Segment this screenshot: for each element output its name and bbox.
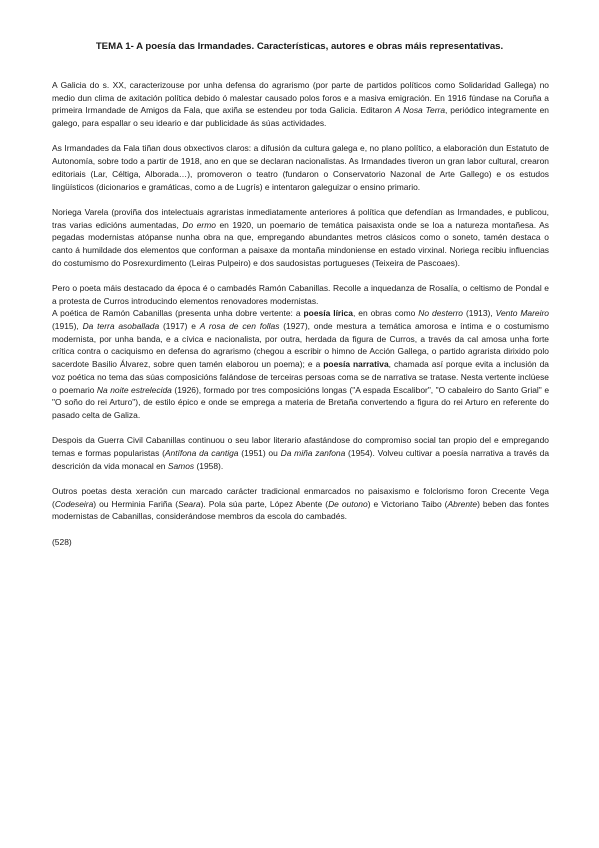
paragraph-text: Despois da Guerra Civil Cabanillas continuou o seu labor literario afastándose do compromiso social tan propio del e empregando temas e formas popularistas (	[52, 435, 549, 458]
paragraph	[52, 307, 549, 421]
italic-title-text: Na noite estrelecida	[96, 384, 172, 395]
italic-title-text: A Nosa Terra	[394, 105, 446, 116]
italic-title-text: Abrente	[447, 498, 478, 509]
paragraph	[52, 142, 549, 193]
paragraph-text: As Irmandades da Fala tiñan dous obxectivos claros: a difusión da cultura galega e, no plano político, a elaboración dun Estatuto de Autonomía, sobre todo a partir de 1918, ano en que se declaran nacionalistas. As Irmandades tiveron un gran labor cultural, crearon editoriais (Lar, Céltiga, Alborada…), promoveron o teatro (fundaron o Conservatorio Nazonal de Arte Gallego) e os estudos lingüísticos (dicionarios e gramáticas, como a de Lugrís) e intentaron galeguizar o ensino primario.	[52, 143, 549, 192]
italic-title-text: Seara	[178, 498, 201, 509]
paragraph-text: ). Pola súa parte, López Abente (	[200, 498, 329, 509]
italic-title-text: De outono	[328, 498, 368, 509]
bold-term-text: poesía lírica	[303, 308, 353, 319]
paragraph	[52, 79, 549, 130]
bold-term-text: poesía narrativa	[323, 359, 389, 370]
paragraph-text: Pero o poeta máis destacado da época é o cambadés Ramón Cabanillas. Recolle a inquedanza de Rosalía, o celtismo de Pondal e a protesta de Curros introducindo elementos renovadores modernistas.	[52, 282, 549, 306]
paragraph-text: ) ou Herminia Fariña (	[93, 498, 179, 509]
italic-title-text: A rosa de cen follas	[199, 321, 280, 332]
document-title: TEMA 1- A poesía das Irmandades. Características, autores e obras máis representativas.	[95, 41, 504, 52]
paragraph-text: Outros poetas desta xeración cun marcado carácter tradicional enmarcados no paisaxismo e folclorismo foron Crecente Vega (	[52, 485, 549, 509]
paragraph-text: , chamada así porque evita a inclusión da voz poética no tema das súas composicións falándose de terceiras persoas coma se de narrativa se tratase. Nesta vertente inclúese o poemario	[52, 359, 549, 395]
italic-title-text: No desterro	[418, 308, 463, 319]
italic-title-text: Antífona da cantiga	[164, 447, 239, 458]
paragraph-text: en 1920, un poemario de temática paisaxista onde se loa a natureza montañesa. As pegadas modernistas atópanse nunha obra na que, empregando abundantes metros clásicos como o soneto, tamén destaca o canto á humildade dos elementos que conforman a paisaxe da montaña mindoniense en estado virxinal. Noriega recibiu influencias do costumismo do Posrexurdimento (Leiras Pulpeiro) e dos saudosistas portugueses (Teixeira de Pascoaes).	[52, 219, 549, 268]
paragraph-text: A poética de Ramón Cabanillas (presenta unha dobre vertente: a	[52, 308, 304, 319]
paragraph-text: , periódico integramente en galego, para espallar o seu ideario e dar publicidade ás súas actividades.	[52, 105, 549, 129]
paragraph-text: (1954). Volveu cultivar a poesía narrativa a través da descrición da vida monacal en	[52, 447, 550, 471]
paragraph-text: , en obras como	[352, 308, 419, 319]
italic-title-text: Vento Mareiro	[495, 308, 549, 319]
paragraph-text: ) e Victoriano Taibo (	[367, 498, 448, 509]
paragraph	[52, 282, 549, 307]
italic-title-text: Da terra asoballada	[82, 321, 160, 332]
document-body	[52, 79, 549, 548]
italic-title-text: Do ermo	[182, 219, 216, 230]
paragraph-text: (1951) ou	[238, 447, 281, 458]
paragraph-text: (1958).	[194, 460, 224, 471]
paragraph-text: (1917) e	[159, 321, 200, 332]
italic-title-text: Da miña zanfona	[280, 447, 346, 458]
italic-title-text: Samos	[167, 460, 195, 471]
paragraph	[52, 434, 549, 472]
paragraph-list	[52, 79, 549, 523]
paragraph-text: Noriega Varela (proviña dos intelectuais agraristas inmediatamente anteriores á política que defendían as Irmandades, e publicou, tras varias edicións aumentadas,	[52, 206, 549, 230]
word-count: (528)	[52, 536, 72, 547]
paragraph-text: A Galicia do s. XX, caracterizouse por unha defensa do agrarismo (por parte de partidos políticos como Solidaridad Gallega) no medio dun clima de axitación política debido ó malestar causado polos foros e a masiva emigración. En 1916 fúndase na Coruña a primeira Irmandade de Amigos da Fala, que axiña se estendeu por toda Galicia. Editaron	[52, 80, 549, 116]
paragraph-text: (1926), formado por tres composicións longas ("A espada Escalibor", "O cabaleiro do Santo Grial" e "O soño do rei Arturo"), de estilo épico e onde se emprega a materia de Bretaña convertendo a figura do rei Arturo en referente do pasado celta de Galiza.	[52, 384, 550, 420]
paragraph-text: (1927), onde mestura a temática amorosa e íntima e o costumismo modernista, por unha banda, e a cívica e nacionalista, por outra, herdada da figura de Curros, a través da cal amosa unha forte crítica contra o caciquismo en defensa do agrarismo (chegou a escribir o himno de Acción Gallega, o partido agrarista dirixido polo sacerdote Basilio Álvarez, sobre quen tamén elaborou un poema); e a	[52, 321, 549, 370]
paragraph	[52, 206, 549, 270]
italic-title-text: Codeseira	[54, 498, 94, 509]
paragraph	[52, 485, 549, 523]
paragraph-text: ) beben das fontes modernistas de Cabanillas, considerándose membros da escola do cambadés.	[52, 498, 550, 522]
paragraph-text: (1913),	[463, 308, 496, 319]
paragraph-text: (1915),	[52, 321, 83, 332]
